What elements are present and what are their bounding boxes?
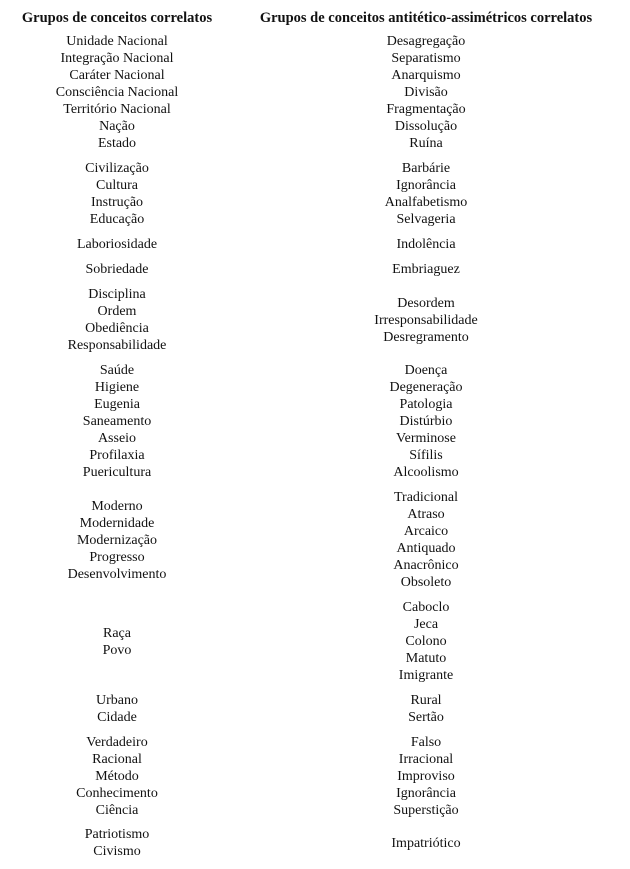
column-header-correlated: Grupos de conceitos correlatos <box>21 10 213 26</box>
antithetic-concept: Obsoleto <box>400 575 452 590</box>
correlated-concept: Território Nacional <box>63 102 171 117</box>
antithetic-concept: Improviso <box>397 769 455 784</box>
antithetic-concept: Desordem <box>397 295 455 311</box>
antithetic-concept: Anarquismo <box>391 68 461 83</box>
correlated-concepts-cell <box>8 160 226 228</box>
correlated-concept: Eugenia <box>94 397 140 412</box>
correlated-concept: Conhecimento <box>76 786 158 801</box>
antithetic-concept: Atraso <box>407 507 445 522</box>
correlated-concept: Higiene <box>94 380 140 395</box>
correlated-concept: Racional <box>92 752 142 767</box>
correlated-concepts-cell <box>8 692 226 726</box>
antithetic-concept: Doença <box>404 363 448 378</box>
correlated-concept: Profilaxia <box>89 448 145 463</box>
antithetic-concept: Sífilis <box>409 448 443 463</box>
antithetic-concept: Desregramento <box>383 329 469 345</box>
antithetic-concept: Dissolução <box>394 119 458 134</box>
correlated-concept: Civismo <box>93 844 141 859</box>
correlated-concept: Obediência <box>85 321 149 336</box>
antithetic-concept: Indolência <box>396 237 456 252</box>
antithetic-concept: Alcoolismo <box>393 465 459 480</box>
antithetic-concept: Analfabetismo <box>384 195 468 210</box>
antithetic-concept: Patologia <box>399 397 453 412</box>
correlated-concepts-cell <box>8 236 226 253</box>
correlated-concept: Saneamento <box>82 414 152 429</box>
table-row <box>0 734 630 819</box>
table-row <box>0 160 630 228</box>
correlated-concept: Instrução <box>90 195 144 210</box>
table-row <box>0 236 630 253</box>
correlated-concept: Unidade Nacional <box>66 34 168 49</box>
antithetic-concept: Desagregação <box>386 34 466 49</box>
correlated-concepts-cell <box>8 489 226 591</box>
correlated-concepts-cell <box>8 599 226 684</box>
correlated-concept: Caráter Nacional <box>69 68 165 83</box>
antithetic-concept: Ignorância <box>396 786 456 801</box>
correlated-concept: Civilização <box>85 161 149 176</box>
table-row <box>0 286 630 354</box>
correlated-concept: Ciência <box>95 803 139 818</box>
correlated-concept: Disciplina <box>88 287 146 302</box>
antithetic-concept: Embriaguez <box>392 262 460 277</box>
correlated-concept: Ordem <box>97 304 137 319</box>
correlated-concept: Patriotismo <box>84 827 150 842</box>
correlated-concept: Método <box>95 769 139 784</box>
table-row <box>0 261 630 278</box>
correlated-concepts-cell <box>8 734 226 819</box>
antithetic-concepts-cell <box>230 33 622 152</box>
correlated-concept: Cultura <box>96 178 138 193</box>
table-row <box>0 362 630 481</box>
antithetic-concept: Barbárie <box>401 161 451 176</box>
correlated-concept: Progresso <box>89 549 145 565</box>
antithetic-concept: Fragmentação <box>386 102 466 117</box>
antithetic-concepts-cell <box>230 692 622 726</box>
correlated-concept: Saúde <box>99 363 135 378</box>
correlated-concept: Puericultura <box>82 465 152 480</box>
antithetic-concept: Rural <box>410 693 442 708</box>
column-header-antithetic: Grupos de conceitos antitético-assimétricos correlatos <box>259 10 593 26</box>
antithetic-concepts-cell <box>230 261 622 278</box>
correlated-concept: Raça <box>103 625 131 641</box>
antithetic-concept: Jeca <box>413 617 439 632</box>
antithetic-concept: Tradicional <box>393 490 459 505</box>
antithetic-concepts-cell <box>230 734 622 819</box>
correlated-concept: Urbano <box>96 693 138 708</box>
antithetic-concept: Imigrante <box>398 668 454 683</box>
correlated-concept: Consciência Nacional <box>55 85 179 100</box>
table-header <box>0 8 630 28</box>
correlated-concept: Modernização <box>76 532 158 548</box>
antithetic-concept: Caboclo <box>402 600 450 615</box>
antithetic-concept: Falso <box>410 735 442 750</box>
antithetic-concept: Superstição <box>393 803 459 818</box>
antithetic-concept: Impatriótico <box>391 835 461 851</box>
table-row <box>0 33 630 152</box>
correlated-concept: Asseio <box>97 431 137 446</box>
table-row <box>0 489 630 591</box>
antithetic-concepts-cell <box>230 599 622 684</box>
correlated-concept: Verdadeiro <box>86 735 148 750</box>
correlated-concepts-cell <box>8 826 226 860</box>
correlated-concept: Desenvolvimento <box>67 566 167 582</box>
correlated-concept: Modernidade <box>79 515 155 531</box>
antithetic-concept: Distúrbio <box>399 414 453 429</box>
table-row <box>0 692 630 726</box>
antithetic-concept: Verminose <box>396 431 456 446</box>
correlated-concepts-cell <box>8 362 226 481</box>
antithetic-concepts-cell <box>230 236 622 253</box>
antithetic-concepts-cell <box>230 160 622 228</box>
antithetic-concept: Irresponsabilidade <box>374 312 478 328</box>
correlated-concepts-cell <box>8 286 226 354</box>
correlated-concept: Laboriosidade <box>76 237 158 252</box>
correlated-concept: Estado <box>97 136 137 151</box>
antithetic-concept: Sertão <box>408 710 444 725</box>
correlated-concept: Nação <box>99 119 135 134</box>
antithetic-concept: Irracional <box>398 752 454 767</box>
antithetic-concept: Antiquado <box>396 541 456 556</box>
correlated-concept: Povo <box>102 642 132 658</box>
correlated-concept: Sobriedade <box>85 262 149 277</box>
antithetic-concept: Ruína <box>409 136 443 151</box>
correlated-concept: Educação <box>89 212 145 227</box>
antithetic-concept: Degeneração <box>389 380 463 395</box>
correlated-concept: Moderno <box>91 498 143 514</box>
antithetic-concepts-cell <box>230 362 622 481</box>
antithetic-concepts-cell <box>230 489 622 591</box>
table-row <box>0 826 630 860</box>
table-row <box>0 599 630 684</box>
antithetic-concept: Separatismo <box>391 51 461 66</box>
antithetic-concept: Matuto <box>405 651 447 666</box>
antithetic-concept: Ignorância <box>396 178 456 193</box>
antithetic-concept: Selvageria <box>396 212 456 227</box>
antithetic-concept: Colono <box>405 634 447 649</box>
antithetic-concepts-cell <box>230 286 622 354</box>
antithetic-concept: Divisão <box>404 85 448 100</box>
correlated-concept: Integração Nacional <box>60 51 174 66</box>
correlated-concept: Cidade <box>97 710 137 725</box>
antithetic-concept: Anacrônico <box>393 558 459 573</box>
correlated-concept: Responsabilidade <box>67 338 167 353</box>
correlated-concepts-cell <box>8 261 226 278</box>
correlated-concepts-cell <box>8 33 226 152</box>
antithetic-concept: Arcaico <box>403 524 449 539</box>
antithetic-concepts-cell <box>230 826 622 860</box>
